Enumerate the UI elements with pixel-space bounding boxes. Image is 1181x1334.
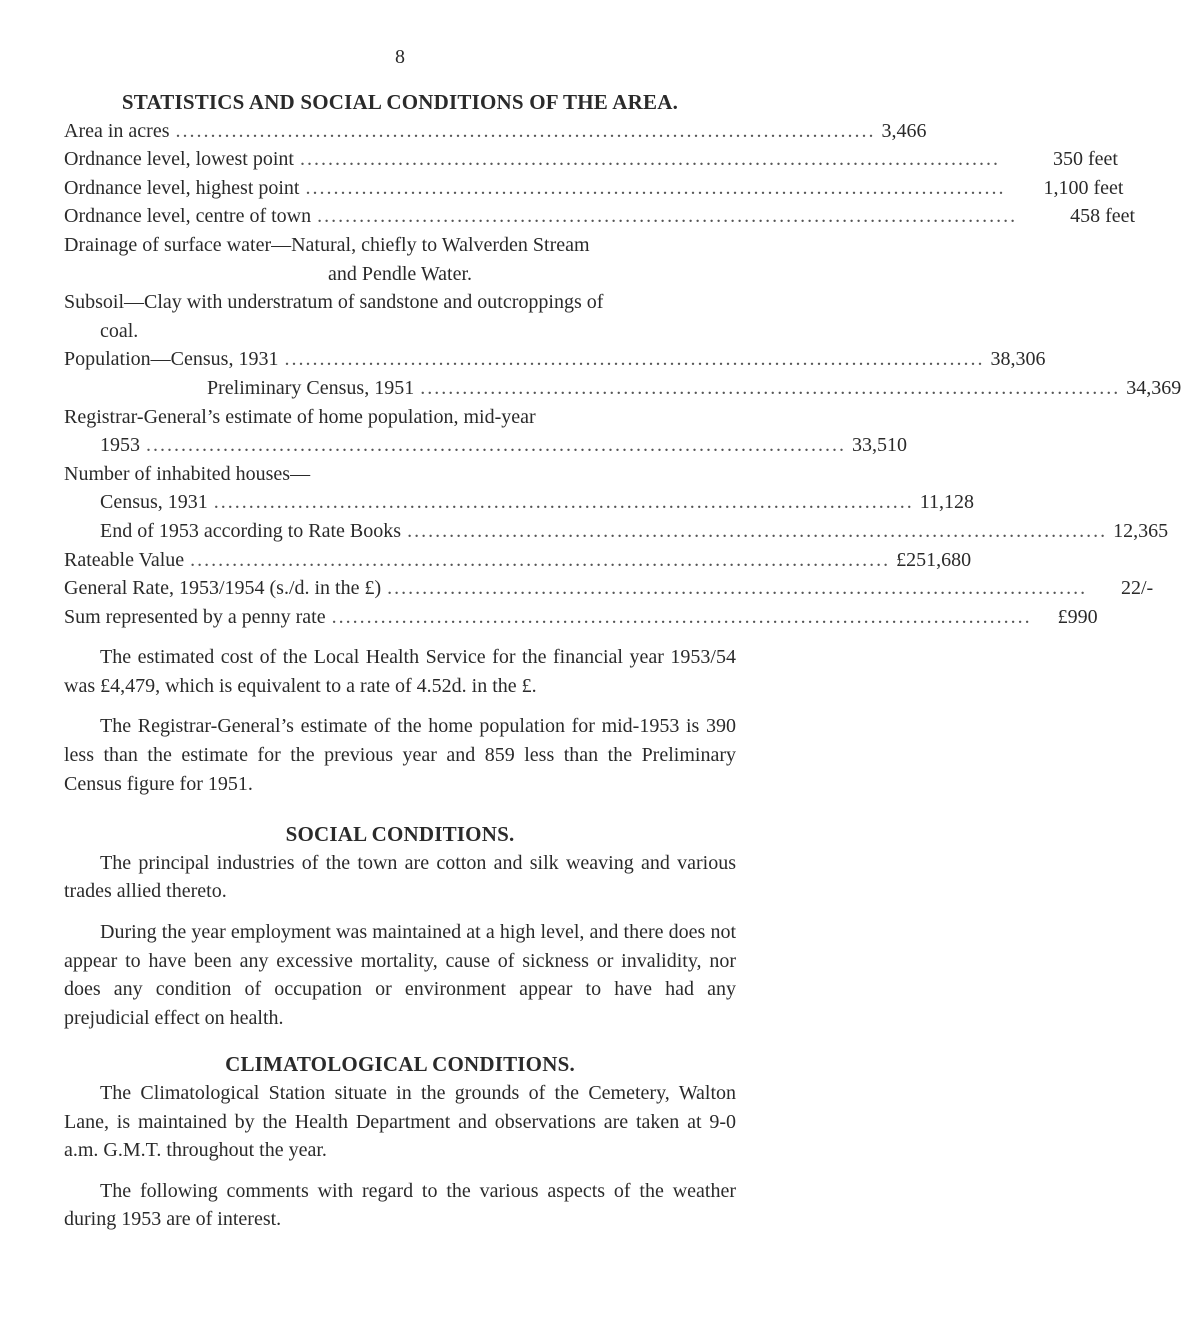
climate-paragraph-2: The following comments with regard to the various aspects of the weather during 1953 are of interest. [64,1179,736,1231]
stat-value: 34,369 [1126,376,1181,399]
stat-row-ordnance-lowest [64,145,1118,174]
registrar-estimate-line: Registrar-General’s estimate of home population, mid-year [64,405,536,428]
dot-leader: .................................................................................................... [305,176,1006,199]
page-title: STATISTICS AND SOCIAL CONDITIONS OF THE AREA. [121,90,679,114]
dot-leader: .................................................................................................... [387,577,1088,600]
social-paragraph-2: During the year employment was maintained at a high level, and there does not appear to have been any excessive mortality, cause of sickness or invalidity, nor does any condition of occupation or environment appear to have had any prejudicial effect on health. [64,921,736,1029]
stat-value: 1,100 feet [1043,176,1124,199]
stat-value: 12,365 [1113,519,1169,542]
dot-leader: .................................................................................................... [284,348,985,371]
cost-paragraph: The estimated cost of the Local Health Service for the financial year 1953/54 was £4,479, which is equivalent to a rate of 4.52d. in the £. [64,646,736,697]
social-heading: SOCIAL CONDITIONS. [285,822,515,847]
houses-heading: Number of inhabited houses— [64,462,311,485]
stat-row-general-rate [64,574,1154,603]
stat-label: Preliminary Census, 1951 [207,376,415,399]
estimate-paragraph: The Registrar-General’s estimate of the home population for mid-1953 is 390 less than the estimate for the previous year and 859 less than the Preliminary Census figure for 1951. [64,715,736,795]
dot-leader: .................................................................................................... [213,491,914,514]
climate-paragraph-1: The Climatological Station situate in the grounds of the Cemetery, Walton Lane, is maintained by the Health Department and observations are taken at 9-0 a.m. G.M.T. throughout the year. [64,1082,736,1162]
stat-label: Ordnance level, lowest point [64,148,294,171]
stat-value: £990 [1057,605,1098,628]
climate-heading: CLIMATOLOGICAL CONDITIONS. [225,1052,575,1077]
stat-row-houses-1953 [64,517,1169,546]
stat-label: Census, 1931 [100,491,208,514]
stat-row-rateable-value [64,546,972,575]
spacer [64,798,736,820]
stat-value: 33,510 [852,434,907,457]
page-number: 8 [395,46,405,68]
page-content [64,88,1181,1234]
stat-label: Population—Census, 1931 [64,348,279,371]
spacer [64,631,736,643]
dot-leader: .................................................................................................... [420,376,1121,399]
stat-label: General Rate, 1953/1954 (s./d. in the £) [64,577,382,600]
stat-label: Ordnance level, highest point [64,176,300,199]
dot-leader: .................................................................................................... [190,548,891,571]
stat-label: Sum represented by a penny rate [64,605,326,628]
drainage-line: Drainage of surface water—Natural, chiefly to Walverden Stream [64,233,590,256]
stat-row-houses-1931 [64,488,975,517]
dot-leader: .................................................................................................... [299,148,1000,171]
stat-row-registrar-1953 [64,431,907,460]
drainage-continuation: and Pendle Water. [327,262,473,285]
stat-value: 350 feet [1052,148,1118,171]
stat-row-population-1951 [64,374,1181,403]
stat-row-ordnance-centre [64,202,1136,231]
stat-label: 1953 [100,434,140,457]
subsoil-line: Subsoil—Clay with understratum of sandstone and outcroppings of [64,291,604,314]
dot-leader: .................................................................................................... [317,205,1018,228]
stat-label: Area in acres [64,119,170,142]
stat-value: £251,680 [896,548,972,571]
stat-value: 38,306 [990,348,1046,371]
stat-value: 3,466 [881,119,927,142]
stat-label: End of 1953 according to Rate Books [100,519,402,542]
stat-row-area [64,117,927,146]
dot-leader: .................................................................................................... [331,605,1032,628]
stat-value: 458 feet [1070,205,1136,228]
spacer [64,1165,736,1177]
dot-leader: .................................................................................................... [146,434,846,457]
stat-label: Rateable Value [64,548,185,571]
dot-leader: .................................................................................................... [175,119,876,142]
stat-row-population-1931 [64,345,1046,374]
stat-label: Ordnance level, centre of town [64,205,312,228]
stat-value: 22/- [1120,577,1154,600]
spacer [64,1032,736,1050]
dot-leader: .................................................................................................... [407,519,1108,542]
stat-value: 11,128 [919,491,975,514]
subsoil-continuation: coal. [100,319,139,342]
spacer [64,906,736,918]
social-paragraph-1: The principal industries of the town are cotton and silk weaving and various trades allied thereto. [64,851,736,903]
spacer [64,700,736,712]
stat-row-ordnance-highest [64,174,1124,203]
stat-row-penny-rate [64,603,1098,632]
